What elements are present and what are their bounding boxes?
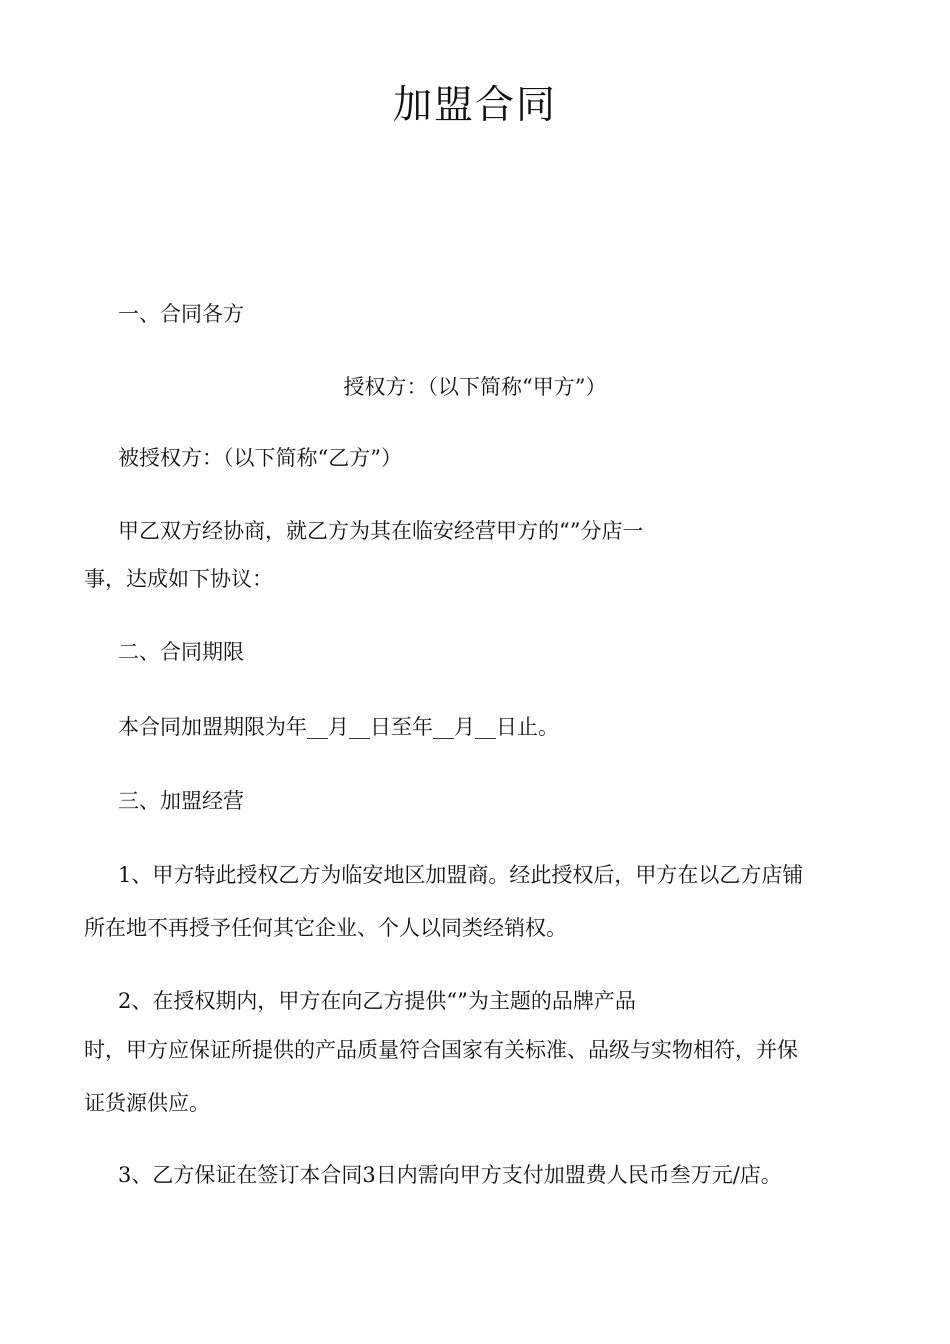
section-heading-term: 二、合同期限 (118, 640, 244, 664)
clause-3-line: 3、乙方保证在签订本合同3日内需向甲方支付加盟费人民币叁万元/店。 (118, 1163, 782, 1187)
clause-2-line: 2、在授权期内，甲方在向乙方提供“”为主题的品牌产品 (118, 989, 636, 1013)
section-heading-parties: 一、合同各方 (118, 302, 244, 326)
party-a-line: 授权方：（以下简称“甲方”） (343, 375, 607, 399)
party-b-line: 被授权方：（以下简称“乙方”） (118, 446, 402, 470)
clause-2-line: 时，甲方应保证所提供的产品质量符合国家有关标准、品级与实物相符，并保 (84, 1038, 798, 1062)
term-line: 本合同加盟期限为年__月__日至年__月__日止。 (118, 715, 559, 739)
section-heading-franchise: 三、加盟经营 (118, 789, 244, 813)
paragraph-line: 事，达成如下协议： (84, 567, 273, 591)
clause-1-line: 1、甲方特此授权乙方为临安地区加盟商。经此授权后，甲方在以乙方店铺 (118, 863, 804, 887)
clause-1-line: 所在地不再授予任何其它企业、个人以同类经销权。 (84, 916, 567, 940)
paragraph-line: 甲乙双方经协商，就乙方为其在临安经营甲方的“”分店一 (118, 519, 644, 543)
document-title: 加盟合同 (392, 83, 557, 128)
clause-2-line: 证货源供应。 (84, 1091, 210, 1115)
